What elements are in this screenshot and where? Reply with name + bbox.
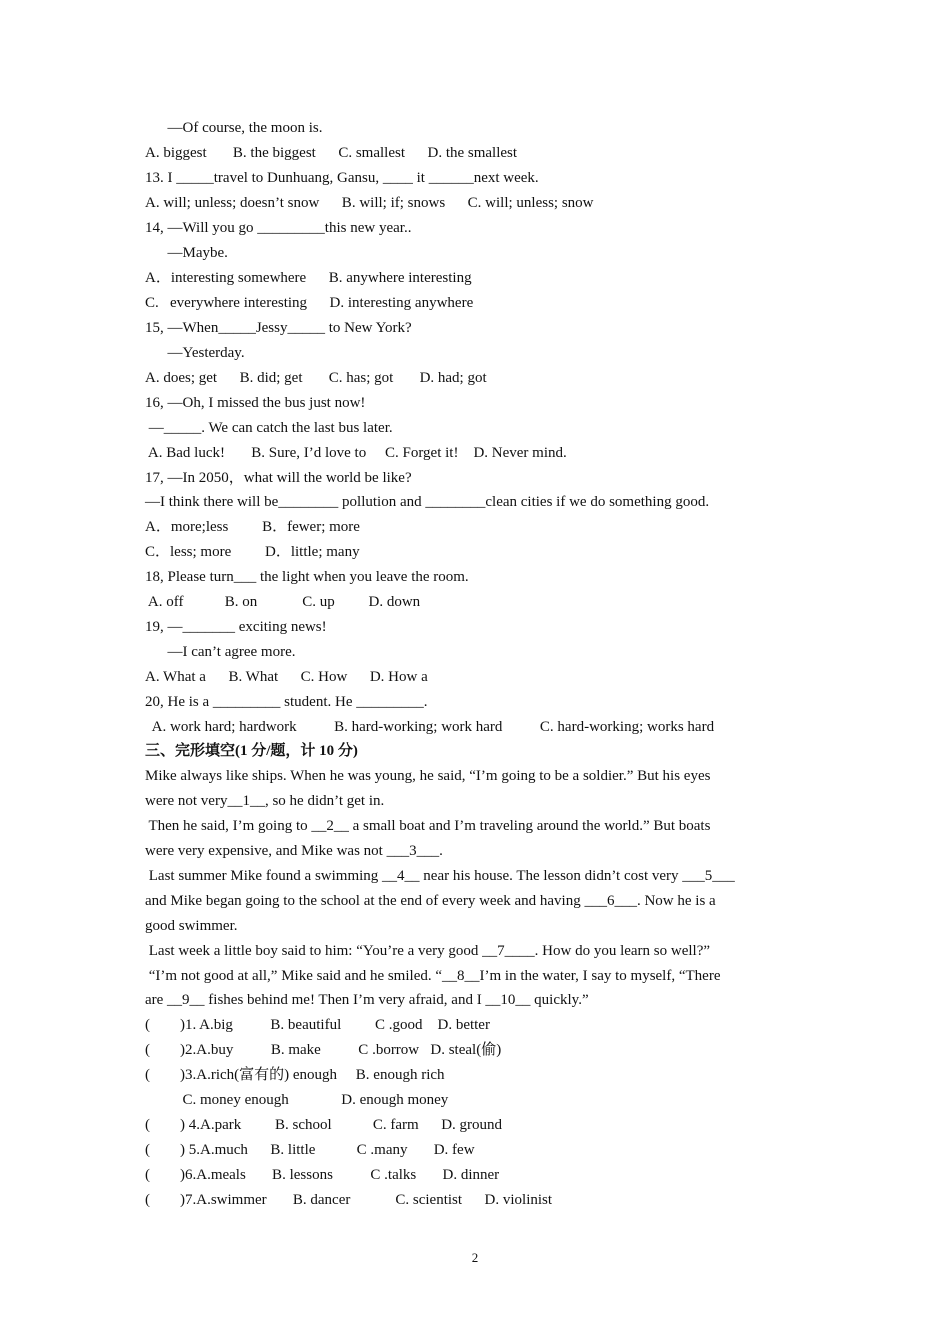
question-16-options: A. Bad luck! B. Sure, I’d love to C. Forget it! D. Never mind. — [145, 445, 567, 461]
passage-line: were very expensive, and Mike was not ___3___. — [145, 843, 443, 859]
question-14-options-ab: A．interesting somewhere B. anywhere interesting — [145, 270, 472, 286]
passage-line: Then he said, I’m going to __2__ a small boat and I’m traveling around the world.” But boats — [145, 818, 711, 834]
question-16: 16, —Oh, I missed the bus just now! — [145, 395, 366, 411]
passage-line: good swimmer. — [145, 918, 238, 934]
cloze-item-3: ( )3.A.rich(富有的) enough B. enough rich — [145, 1067, 445, 1083]
question-15-options: A. does; get B. did; get C. has; got D. had; got — [145, 370, 487, 386]
question-14-options-cd: C. everywhere interesting D. interesting anywhere — [145, 295, 474, 311]
question-17-answer-line: —I think there will be________ pollution and ________clean cities if we do something good. — [145, 494, 710, 510]
passage-line: were not very__1__, so he didn’t get in. — [145, 793, 385, 809]
cloze-item-2: ( )2.A.buy B. make C .borrow D. steal(偷) — [145, 1042, 502, 1058]
passage-line: Last week a little boy said to him: “You’re a very good __7____. How do you learn so well?” — [145, 943, 711, 959]
section-heading-cloze: 三、完形填空(1 分/题，计 10 分) — [145, 743, 358, 759]
question-16-answer-line: —_____. We can catch the last bus later. — [145, 420, 393, 436]
question-15-answer-line: —Yesterday. — [145, 345, 245, 361]
question-14: 14, —Will you go _________this new year.. — [145, 220, 412, 236]
question-15: 15, —When_____Jessy_____ to New York? — [145, 320, 412, 336]
passage-line: “I’m not good at all,” Mike said and he smiled. “__8__I’m in the water, I say to myself, “There — [145, 968, 721, 984]
question-12-options: A. biggest B. the biggest C. smallest D. the smallest — [145, 145, 518, 161]
cloze-item-3-options-cd: C. money enough D. enough money — [145, 1092, 449, 1108]
question-20: 20, He is a _________ student. He _________. — [145, 694, 428, 710]
question-19: 19, —_______ exciting news! — [145, 619, 327, 635]
question-19-answer-line: —I can’t agree more. — [145, 644, 296, 660]
passage-line: are __9__ fishes behind me! Then I’m very afraid, and I __10__ quickly.” — [145, 992, 589, 1008]
cloze-item-1: ( )1. A.big B. beautiful C .good D. better — [145, 1017, 490, 1033]
question-13-options: A. will; unless; doesn’t snow B. will; if; snows C. will; unless; snow — [145, 195, 594, 211]
question-18-options: A. off B. on C. up D. down — [145, 594, 421, 610]
cloze-item-7: ( )7.A.swimmer B. dancer C. scientist D. violinist — [145, 1192, 553, 1208]
question-20-options: A. work hard; hardwork B. hard-working; work hard C. hard-working; works hard — [145, 719, 715, 735]
cloze-item-4: ( ) 4.A.park B. school C. farm D. ground — [145, 1117, 503, 1133]
question-17-options-ab: A．more;less B．fewer; more — [145, 519, 360, 535]
passage-line: Last summer Mike found a swimming __4__ near his house. The lesson didn’t cost very ___5___ — [145, 868, 735, 884]
cloze-item-6: ( )6.A.meals B. lessons C .talks D. dinner — [145, 1167, 500, 1183]
question-12-answer-line: —Of course, the moon is. — [145, 120, 323, 136]
question-17: 17, —In 2050，what will the world be like? — [145, 470, 412, 486]
question-18: 18, Please turn___ the light when you leave the room. — [145, 569, 469, 585]
cloze-item-5: ( ) 5.A.much B. little C .many D. few — [145, 1142, 475, 1158]
page-number: 2 — [471, 1250, 479, 1265]
question-17-options-cd: C．less; more D．little; many — [145, 544, 360, 560]
passage-line: Mike always like ships. When he was young, he said, “I’m going to be a soldier.” But his eyes — [145, 768, 711, 784]
question-14-answer-line: —Maybe. — [145, 245, 228, 261]
passage-line: and Mike began going to the school at the end of every week and having ___6___. Now he is a — [145, 893, 716, 909]
question-19-options: A. What a B. What C. How D. How a — [145, 669, 428, 685]
question-13: 13. I _____travel to Dunhuang, Gansu, ____ it ______next week. — [145, 170, 539, 186]
